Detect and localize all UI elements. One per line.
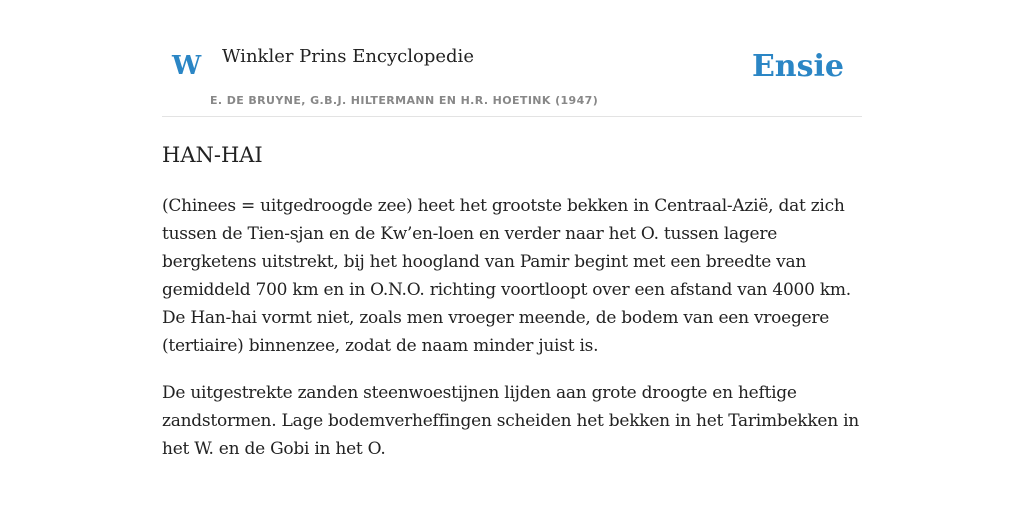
article-title: HAN-HAI xyxy=(162,143,263,167)
encyclopedia-title[interactable]: Winkler Prins Encyclopedie xyxy=(222,46,474,67)
encyclopedia-header xyxy=(162,0,862,117)
ensie-logo[interactable]: Ensie xyxy=(751,49,844,84)
article-paragraph: De uitgestrekte zanden steenwoestijnen lijden aan grote droogte en heftige zandstormen. Lage bodemverheffingen scheiden het bekken in het Tarimbekken in het W. en de Gobi in het O. xyxy=(162,383,859,459)
article-paragraph: (Chinees = uitgedroogde zee) heet het grootste bekken in Centraal-Azië, dat zich tussen de Tien-sjan en de Kw’en-loen en verder naar het O. tussen lagere bergketens uitstrekt, bij het hoogland van Pamir begint met een breedte van gemiddeld 700 km en in O.N.O. richting voortloopt over een afstand van 4000 km. De Han-hai vormt niet, zoals men vroeger meende, de bodem van een vroegere (tertiaire) binnenzee, zodat de naam minder juist is. xyxy=(162,196,851,356)
article xyxy=(162,140,862,463)
authors-line: E. DE BRUYNE, G.B.J. HILTERMANN EN H.R. HOETINK (1947) xyxy=(210,94,599,107)
winkler-prins-logo[interactable]: W xyxy=(172,51,202,81)
